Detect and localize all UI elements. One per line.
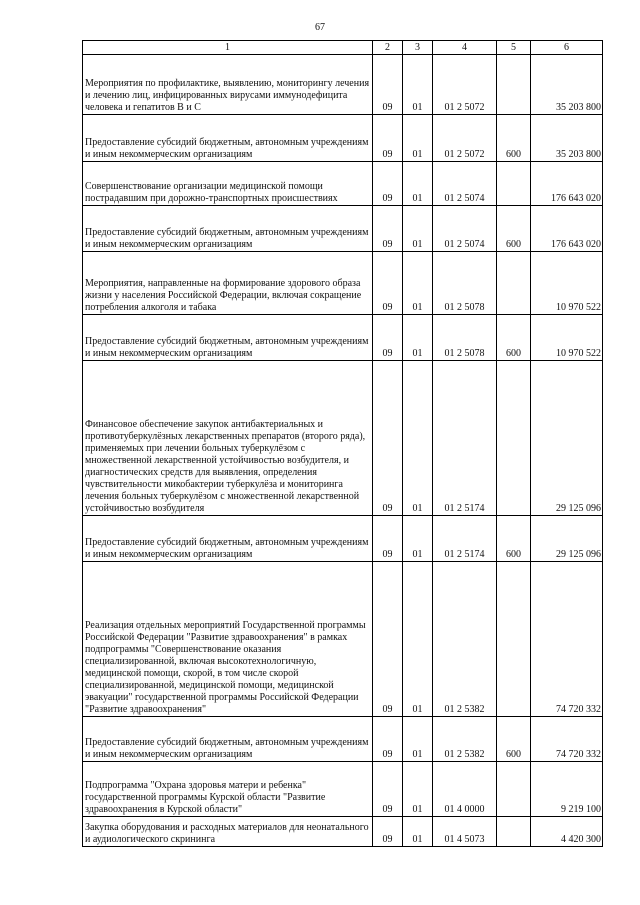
row-name: Реализация отдельных мероприятий Государственной программы Российской Федерации "Развитие здравоохранения" в рамках подпрограммы "Совершенствование оказания специализированной, включая высокотехнологичную, медицинской помощи, скорой, в том числе скорой специализированной, медицинской помощи, медицинской эвакуации" государственной программы Российской Федерации "Развитие здравоохранения" [83, 562, 373, 717]
row-name: Предоставление субсидий бюджетным, автономным учреждениям и иным некоммерческим организациям [83, 717, 373, 762]
row-name: Финансовое обеспечение закупок антибактериальных и противотуберкулёзных лекарственных препаратов (второго ряда), применяемых при лечении больных туберкулёзом с множественной лекарственной устойчивостью возбудителя, и диагностических средств для выявления, определения чувствительности микобактерии туберкулёза и мониторинга лечения больных туберкулёзом с множественной лекарственной устойчивостью возбудителя [83, 361, 373, 516]
table-row [83, 162, 603, 206]
row-section: 09 [373, 252, 403, 315]
table-body [83, 55, 603, 847]
row-name: Предоставление субсидий бюджетным, автономным учреждениям и иным некоммерческим организациям [83, 115, 373, 162]
row-target-article: 01 2 5074 [433, 162, 497, 206]
row-target-article: 01 4 0000 [433, 762, 497, 817]
row-name: Предоставление субсидий бюджетным, автономным учреждениям и иным некоммерческим организациям [83, 516, 373, 562]
row-subsection: 01 [403, 55, 433, 115]
row-subsection: 01 [403, 562, 433, 717]
row-subsection: 01 [403, 516, 433, 562]
table-row [83, 762, 603, 817]
table-row [83, 115, 603, 162]
row-target-article: 01 2 5382 [433, 717, 497, 762]
header-col-1: 1 [83, 41, 373, 55]
row-section: 09 [373, 206, 403, 252]
table-row [83, 315, 603, 361]
row-target-article: 01 2 5382 [433, 562, 497, 717]
header-row [83, 41, 603, 55]
header-col-6: 6 [531, 41, 603, 55]
row-section: 09 [373, 115, 403, 162]
row-target-article: 01 2 5174 [433, 516, 497, 562]
row-amount: 10 970 522 [531, 252, 603, 315]
row-expense-type [497, 817, 531, 847]
row-target-article: 01 2 5072 [433, 115, 497, 162]
row-expense-type [497, 361, 531, 516]
row-amount: 74 720 332 [531, 717, 603, 762]
row-amount: 35 203 800 [531, 55, 603, 115]
row-name: Подпрограмма "Охрана здоровья матери и ребенка" государственной программы Курской области "Развитие здравоохранения в Курской области" [83, 762, 373, 817]
row-amount: 176 643 020 [531, 162, 603, 206]
row-expense-type: 600 [497, 717, 531, 762]
header-col-2: 2 [373, 41, 403, 55]
row-expense-type: 600 [497, 115, 531, 162]
table-row [83, 817, 603, 847]
row-name: Предоставление субсидий бюджетным, автономным учреждениям и иным некоммерческим организациям [83, 315, 373, 361]
row-subsection: 01 [403, 115, 433, 162]
row-section: 09 [373, 762, 403, 817]
row-target-article: 01 2 5072 [433, 55, 497, 115]
row-subsection: 01 [403, 717, 433, 762]
row-expense-type: 600 [497, 315, 531, 361]
row-section: 09 [373, 516, 403, 562]
row-expense-type [497, 55, 531, 115]
table-row [83, 206, 603, 252]
row-name: Предоставление субсидий бюджетным, автономным учреждениям и иным некоммерческим организациям [83, 206, 373, 252]
row-section: 09 [373, 162, 403, 206]
table-row [83, 717, 603, 762]
row-amount: 4 420 300 [531, 817, 603, 847]
row-amount: 9 219 100 [531, 762, 603, 817]
row-section: 09 [373, 55, 403, 115]
row-amount: 29 125 096 [531, 516, 603, 562]
row-subsection: 01 [403, 361, 433, 516]
row-amount: 74 720 332 [531, 562, 603, 717]
row-subsection: 01 [403, 315, 433, 361]
row-amount: 176 643 020 [531, 206, 603, 252]
row-section: 09 [373, 717, 403, 762]
row-expense-type [497, 762, 531, 817]
row-name: Мероприятия по профилактике, выявлению, мониторингу лечения и лечению лиц, инфицированных вирусами иммунодефицита человека и гепатитов В и С [83, 55, 373, 115]
header-col-3: 3 [403, 41, 433, 55]
row-target-article: 01 2 5074 [433, 206, 497, 252]
budget-table [82, 40, 603, 847]
row-section: 09 [373, 817, 403, 847]
row-amount: 10 970 522 [531, 315, 603, 361]
row-subsection: 01 [403, 762, 433, 817]
row-expense-type [497, 162, 531, 206]
table-row [83, 361, 603, 516]
row-expense-type: 600 [497, 516, 531, 562]
table-row [83, 252, 603, 315]
row-amount: 29 125 096 [531, 361, 603, 516]
header-col-5: 5 [497, 41, 531, 55]
row-target-article: 01 2 5174 [433, 361, 497, 516]
row-name: Закупка оборудования и расходных материалов для неонатального и аудиологического скрининга [83, 817, 373, 847]
row-expense-type [497, 562, 531, 717]
row-amount: 35 203 800 [531, 115, 603, 162]
table-header [83, 41, 603, 55]
row-subsection: 01 [403, 206, 433, 252]
row-name: Мероприятия, направленные на формирование здорового образа жизни у населения Российской Федерации, включая сокращение потребления алкоголя и табака [83, 252, 373, 315]
row-section: 09 [373, 315, 403, 361]
row-target-article: 01 2 5078 [433, 252, 497, 315]
row-subsection: 01 [403, 817, 433, 847]
page-number: 67 [315, 22, 325, 33]
row-subsection: 01 [403, 162, 433, 206]
row-expense-type [497, 252, 531, 315]
table-row [83, 562, 603, 717]
row-subsection: 01 [403, 252, 433, 315]
row-section: 09 [373, 361, 403, 516]
table-row [83, 55, 603, 115]
table-row [83, 516, 603, 562]
row-target-article: 01 2 5078 [433, 315, 497, 361]
row-expense-type: 600 [497, 206, 531, 252]
row-section: 09 [373, 562, 403, 717]
header-col-4: 4 [433, 41, 497, 55]
row-target-article: 01 4 5073 [433, 817, 497, 847]
row-name: Совершенствование организации медицинской помощи пострадавшим при дорожно-транспортных происшествиях [83, 162, 373, 206]
